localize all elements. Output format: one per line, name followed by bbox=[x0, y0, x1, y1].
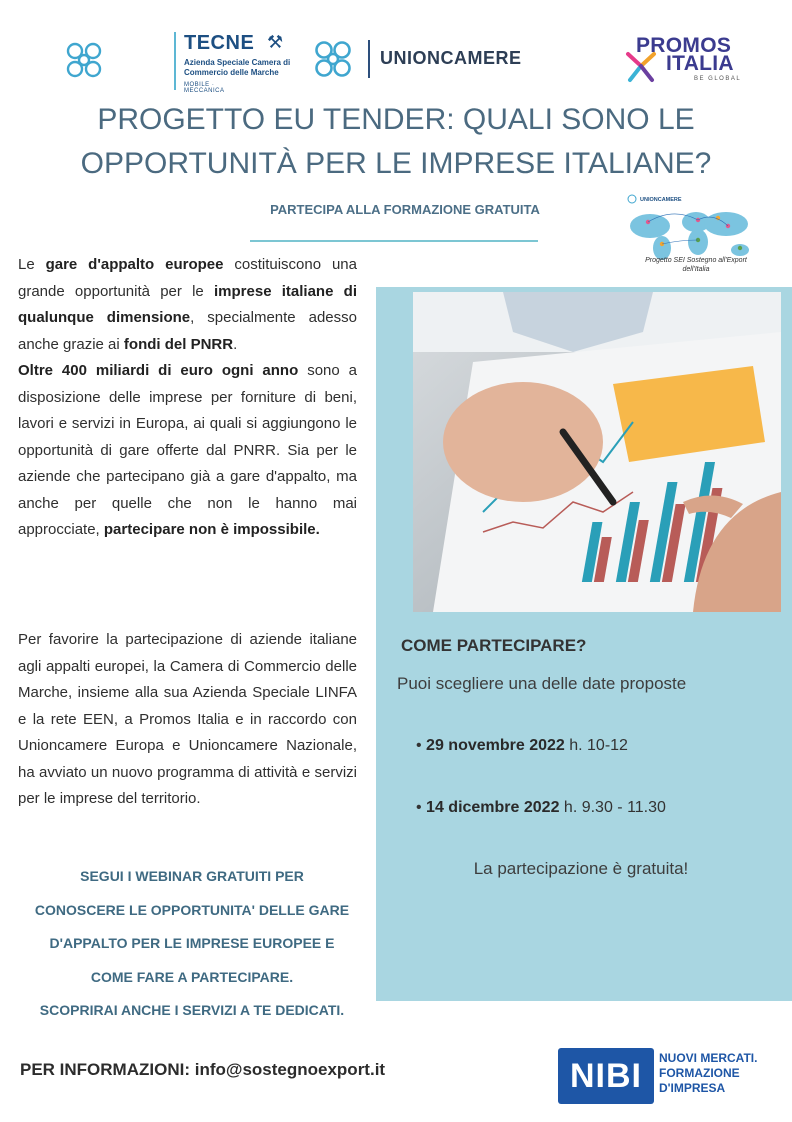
promos-italia-logo bbox=[624, 34, 744, 90]
highlight-text: imprese italiane di qualunque dimensione bbox=[18, 282, 357, 326]
tecne-name: TECNE bbox=[184, 32, 255, 54]
page-subtitle: PARTECIPA ALLA FORMAZIONE GRATUITA bbox=[270, 202, 540, 217]
promos-tagline: BE GLOBAL bbox=[694, 76, 742, 82]
body-text-run: . bbox=[233, 335, 238, 353]
tecne-logo bbox=[62, 30, 291, 94]
business-chart-photo bbox=[413, 292, 781, 612]
info-label: PER INFORMAZIONI: bbox=[20, 1060, 195, 1079]
intro-paragraph-2: Per favorire la partecipazione di aziende italiane agli appalti europei, la Camera di Commercio delle Marche, insieme alla sua Azienda Speciale LINFA e la rete EEN, a Promos Italia e in raccordo con Unioncamere Europa e Unioncamere Nazionale, ha avviato un nuovo programma di attività e servizi per le imprese del territorio. bbox=[18, 631, 357, 807]
bullet-icon: • bbox=[416, 737, 427, 754]
body-text-run: Le bbox=[18, 256, 46, 273]
highlight-text: fondi del PNRR bbox=[123, 335, 234, 353]
map-logo-caption: Progetto SEI Sostegno all'Export dell'Italia bbox=[645, 257, 747, 273]
highlight-text: gare d'appalto europee bbox=[45, 256, 224, 273]
highlight-text: partecipare non è impossibile. bbox=[103, 521, 320, 538]
cta-line: CONOSCERE LE OPPORTUNITA' DELLE GARE bbox=[34, 901, 350, 918]
cta-line: D'APPALTO PER LE IMPRESE EUROPEE E bbox=[49, 935, 335, 951]
nibi-logo bbox=[558, 1048, 770, 1104]
date-time: h. 9.30 - 11.30 bbox=[559, 799, 666, 816]
bullet-icon: • bbox=[416, 799, 427, 816]
date-time: h. 10-12 bbox=[564, 737, 628, 754]
highlight-text: Oltre 400 miliardi di euro ogni anno bbox=[18, 362, 299, 379]
nibi-line: D'IMPRESA bbox=[659, 1081, 726, 1095]
tecne-divider bbox=[174, 32, 176, 90]
contact-email[interactable]: info@sostegnoexport.it bbox=[194, 1060, 386, 1079]
promos-line2: ITALIA bbox=[666, 52, 734, 75]
webinar-cta bbox=[4, 860, 380, 1028]
page-title: PROGETTO EU TENDER: QUALI SONO LE OPPORTUNITÀ PER LE IMPRESE ITALIANE? bbox=[80, 103, 712, 180]
body-text-run: , specialmente adesso anche grazie ai bbox=[18, 309, 357, 353]
body-text-run: costituiscono una grande opportunità per le bbox=[18, 256, 357, 300]
how-to-participate-title: COME PARTECIPARE? bbox=[401, 636, 587, 655]
map-logo-brand: UNIONCAMERE bbox=[640, 197, 682, 203]
tecne-swirl-icon bbox=[62, 38, 106, 82]
nibi-line: NUOVI MERCATI. bbox=[659, 1051, 758, 1065]
free-participation-note: La partecipazione è gratuita! bbox=[473, 859, 689, 878]
cta-line: COME FARE A PARTECIPARE. bbox=[90, 968, 294, 985]
tools-icon: ⚒ bbox=[267, 32, 284, 52]
body-text-run: sono a disposizione delle imprese per forniture di beni, lavori e servizi in Europa, ai quali si aggiungono le opportunità di gare offerte dal PNRR. Sia per le aziende che partecipano già a gare d'appalto, ma anche per quelle che non le hanno mai approcciate, bbox=[18, 362, 357, 538]
nibi-text bbox=[659, 1051, 757, 1096]
unioncamere-logo bbox=[310, 36, 540, 86]
cta-line: SCOPRIRAI ANCHE I SERVIZI A TE DEDICATI. bbox=[39, 1002, 345, 1018]
tecne-subtitle: Azienda Speciale Camera di Commercio delle Marche bbox=[184, 58, 291, 77]
date-value: 29 novembre 2022 bbox=[426, 737, 565, 754]
contact-info bbox=[20, 1060, 385, 1080]
unioncamere-divider bbox=[368, 40, 370, 78]
unioncamere-swirl-icon bbox=[310, 36, 356, 82]
intro-paragraph-1 bbox=[18, 252, 357, 544]
how-to-participate-subtitle: Puoi scegliere una delle date proposte bbox=[397, 674, 687, 693]
tecne-tagline: MOBILE · MECCANICA bbox=[184, 82, 225, 94]
nibi-mark: NIBI bbox=[558, 1048, 654, 1104]
nibi-line: FORMAZIONE bbox=[659, 1066, 740, 1080]
title-divider bbox=[250, 240, 538, 242]
date-option bbox=[416, 799, 666, 817]
cta-line: SEGUI I WEBINAR GRATUITI PER bbox=[80, 868, 304, 884]
unioncamere-name: UNIONCAMERE bbox=[380, 48, 522, 68]
promos-line1: PROMOS bbox=[636, 34, 732, 57]
date-value: 14 dicembre 2022 bbox=[426, 799, 560, 816]
date-option bbox=[416, 737, 628, 755]
